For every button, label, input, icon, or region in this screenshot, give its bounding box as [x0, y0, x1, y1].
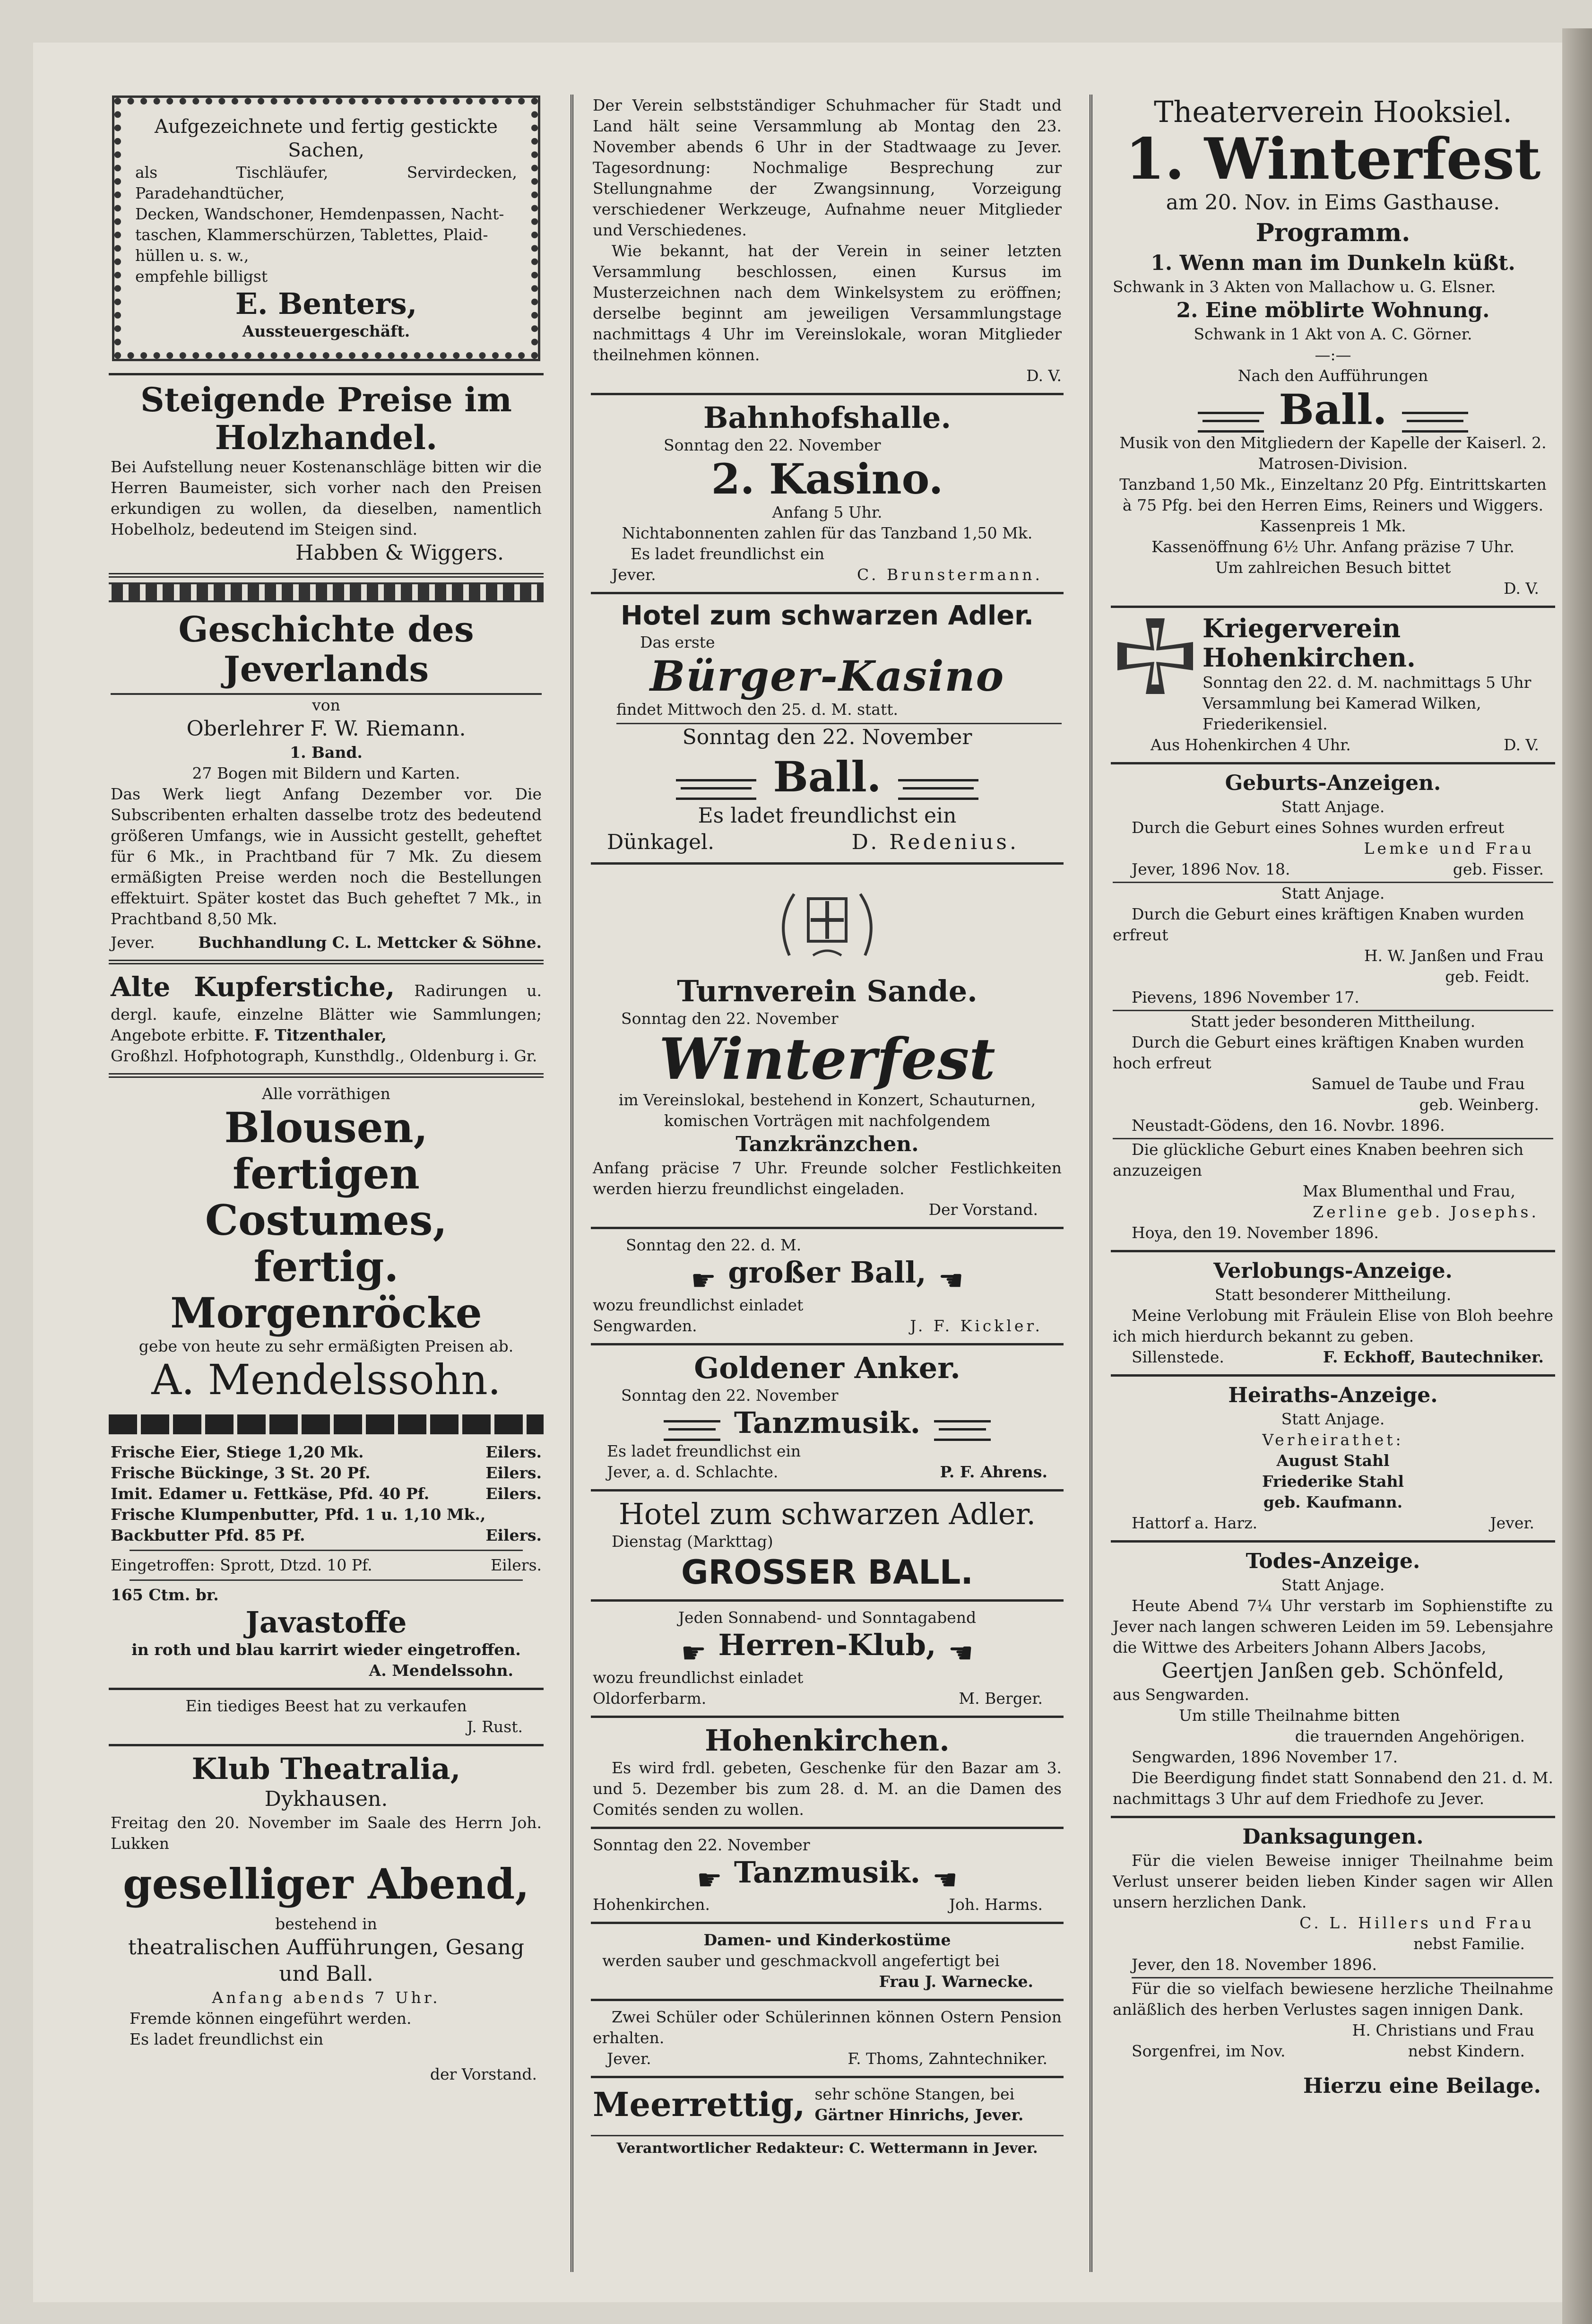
- sign-row: [111, 932, 542, 953]
- ornament-right: [934, 1420, 991, 1441]
- text-line: hüllen u. s. w.,: [135, 246, 249, 265]
- section-heading: Todes-Anzeige.: [1246, 1549, 1420, 1573]
- ad-kupferstiche: [109, 967, 544, 1078]
- ad-title: fertigen Costumes,: [205, 1149, 448, 1245]
- iron-cross-icon: [1113, 614, 1203, 735]
- ad-goldener-anker: [591, 1348, 1064, 1492]
- text-line: Zerline geb. Josephs.: [1313, 1203, 1539, 1221]
- event-title: Tanzmusik.: [734, 1855, 921, 1890]
- column-rule-2: [1090, 95, 1092, 2272]
- text-line: Statt besonderer Mittheilung.: [1214, 1285, 1452, 1304]
- ad-title: Steigende Preise im: [140, 380, 512, 419]
- ad-signature: M. Berger.: [959, 1689, 1043, 1708]
- ad-body: Für die so vielfach bewiesene herzliche Theilnahme anläßlich des herben Verlustes sagen innigen Dank.: [1113, 1979, 1553, 2019]
- seller: Eilers.: [491, 1556, 542, 1574]
- ornament-right: [898, 779, 978, 800]
- ornament-border: [109, 582, 544, 602]
- sign-row: [593, 1688, 1062, 1709]
- text-line: anzuzeigen: [1113, 1161, 1202, 1179]
- section-heading: Programm.: [1255, 218, 1410, 247]
- text-line: Sonntag den 22. d. M.: [626, 1236, 802, 1254]
- ad-theaterverein: [1111, 92, 1555, 608]
- event-title: 1. Winterfest: [1125, 126, 1541, 192]
- name: Friederike Stahl: [1262, 1472, 1404, 1491]
- pointing-hand-right-icon: ☛: [696, 1864, 722, 1897]
- ad-kickler: [591, 1232, 1064, 1345]
- ad-signature: J. F. Kickler.: [910, 1316, 1043, 1335]
- ad-signature: J. Rust.: [467, 1717, 523, 1736]
- text-line: 27 Bogen mit Bildern und Karten.: [192, 764, 460, 782]
- ad-schuhmacher: [591, 92, 1064, 395]
- text-line: Es ladet freundlichst ein: [698, 804, 957, 828]
- text-line: Sachen,: [288, 139, 364, 161]
- ad-signature: D. V.: [1504, 579, 1539, 598]
- divider: [130, 1579, 523, 1581]
- ad-body: Ein tiediges Beest hat zu verkaufen: [185, 1697, 467, 1715]
- text-line: findet Mittwoch den 25. d. M. statt.: [616, 699, 1062, 724]
- ad-meerrettig: [591, 2081, 1064, 2132]
- author: Oberlehrer F. W. Riemann.: [186, 717, 466, 741]
- ad-signature: D. Redenius.: [851, 830, 1019, 854]
- text-line: Max Blumenthal und Frau,: [1302, 1182, 1515, 1200]
- turnverein-emblem: [770, 875, 884, 970]
- text-line: Neustadt-Gödens, den 16. Novbr. 1896.: [1113, 1115, 1553, 1139]
- ad-signature: nebst Kindern.: [1408, 2042, 1525, 2060]
- text-line: geb. Weinberg.: [1419, 1095, 1539, 1114]
- text-line: Lemke und Frau: [1364, 839, 1534, 858]
- text-line: Dienstag (Markttag): [612, 1532, 773, 1551]
- sign-row: [1113, 859, 1553, 883]
- event-title: Ball.: [773, 752, 882, 801]
- text-line: Durch die Geburt eines kräftigen Knaben wurden: [1132, 1033, 1524, 1051]
- ad-rust: [109, 1693, 544, 1746]
- ad-title: Meerrettig,: [593, 2085, 805, 2124]
- ad-harms: [591, 1832, 1064, 1925]
- place: Dykhausen.: [264, 1787, 388, 1811]
- event-title: großer Ball,: [728, 1255, 926, 1290]
- pointing-hand-left-icon: ☚: [932, 1864, 958, 1897]
- ad-title: Holzhandel.: [215, 418, 438, 457]
- ad-heirat: [1111, 1379, 1555, 1543]
- name: August Stahl: [1276, 1451, 1390, 1470]
- text-line: Es ladet freundlichst ein: [607, 1442, 801, 1460]
- ad-eilers: [109, 1439, 544, 1690]
- text-line: Großhzl. Hofphotograph, Kunsthdlg., Oldenburg i. Gr.: [111, 1047, 537, 1065]
- text-line: Es ladet freundlichst ein: [631, 545, 825, 563]
- ball-line: [1113, 386, 1553, 433]
- section-heading: Danksagungen.: [1242, 1825, 1424, 1849]
- place: Oldorferbarm.: [593, 1689, 707, 1708]
- text-line: Statt Anjage.: [1281, 1410, 1385, 1428]
- pointing-hand-left-icon: ☚: [938, 1264, 964, 1297]
- ad-body: Zwei Schüler oder Schülerinnen können Ostern Pension erhalten.: [593, 2008, 1062, 2047]
- text-line: Jeden Sonnabend- und Sonntagabend: [678, 1608, 977, 1627]
- ad-signature: C. Brunstermann.: [857, 565, 1043, 584]
- section-heading: Heiraths-Anzeige.: [1228, 1383, 1438, 1407]
- ad-signature: Buchhandlung C. L. Mettcker & Söhne.: [198, 933, 542, 952]
- text-line: Samuel de Taube und Frau: [1311, 1075, 1525, 1093]
- ad-verlobung: [1111, 1255, 1555, 1377]
- column-1: [109, 92, 544, 2277]
- text-line: Um stille Theilnahme bitten: [1179, 1706, 1400, 1725]
- text-line: aus Sengwarden.: [1113, 1685, 1249, 1704]
- text-line: taschen, Klammerschürzen, Tablettes, Plaid-: [135, 225, 488, 244]
- text-line: Nach den Aufführungen: [1237, 366, 1428, 385]
- place: Jever.: [612, 565, 656, 584]
- price-row: [111, 1442, 542, 1463]
- place: Hattorf a. Harz.: [1132, 1514, 1258, 1532]
- ad-signature: A. Mendelssohn.: [369, 1661, 513, 1680]
- text-line: Durch die Geburt eines kräftigen Knaben wurden: [1132, 905, 1524, 923]
- text-line: Sonntag den 22. November: [664, 436, 881, 454]
- text-line: am 20. Nov. in Eims Gasthause.: [1166, 191, 1500, 215]
- text-line: Die glückliche Geburt eines Knaben beehren sich: [1132, 1140, 1524, 1159]
- text-line: Decken, Wandschoner, Hemdenpassen, Nacht-: [135, 205, 504, 223]
- sign-row: [593, 1462, 1062, 1483]
- meerrettig-row: [593, 2084, 1062, 2125]
- sign-row: [593, 829, 1062, 856]
- ad-title: fertig. Morgenröcke: [170, 1242, 482, 1337]
- ad-todes-anzeige: [1111, 1545, 1555, 1818]
- ad-benters: [109, 92, 544, 375]
- price-item: Backbutter Pfd. 85 Pf.: [111, 1526, 305, 1544]
- ornamental-frame: [114, 98, 538, 359]
- price-item: Frische Eier, Stiege 1,20 Mk.: [111, 1443, 364, 1461]
- ad-signature: Habben & Wiggers.: [295, 541, 504, 565]
- meerrettig-text: [814, 2084, 1023, 2125]
- ad-thoms: [591, 2004, 1064, 2078]
- price-row: [111, 1504, 542, 1525]
- ad-signature: Gärtner Hinrichs, Jever.: [814, 2106, 1024, 2124]
- text-line: 1. Band.: [290, 743, 363, 762]
- ad-body: Das Werk liegt Anfang Dezember vor. Die Subscribenten erhalten dasselbe trotz des bedeutend größeren Umfangs, wie in Aussicht gestellt, geheftet für 6 Mk., in Prachtband für 7 Mk. Zu diesem ermäßigten Preise werden noch die Bestellungen effektuirt. Später kostet das Buch geheftet 7 Mk., in Prachtband 8,50 Mk.: [111, 785, 542, 928]
- ad-signature: P. F. Ahrens.: [940, 1463, 1047, 1481]
- text-line: hoch erfreut: [1113, 1054, 1211, 1072]
- text-line: Jever, den 18. November 1896.: [1132, 1954, 1553, 1978]
- ad-kriegerverein: [1111, 611, 1555, 764]
- ad-signature: H. Christians und Frau: [1352, 2021, 1534, 2039]
- ad-body: sehr schöne Stangen, bei: [814, 2085, 1015, 2103]
- ad-title: Javastoffe: [245, 1605, 407, 1639]
- ad-bahnhofshalle: [591, 398, 1064, 594]
- text-line: als Tischläufer, Servirdecken, Paradehandtücher,: [135, 163, 517, 202]
- ad-title: Hotel zum schwarzen Adler.: [620, 600, 1034, 631]
- event-title: Ball.: [1279, 385, 1387, 434]
- pointing-hand-left-icon: ☚: [948, 1636, 974, 1670]
- ad-body: Sonntag den 22. d. M. nachmittags 5 Uhr Versammlung bei Kamerad Wilken, Friederikensiel.: [1203, 673, 1531, 733]
- ad-signature: Joh. Harms.: [949, 1895, 1043, 1914]
- text-line: Nichtabonnenten zahlen für das Tanzband 1,50 Mk.: [622, 524, 1033, 542]
- ad-hohenkirchen-bazar: [591, 1721, 1064, 1829]
- ad-body: werden sauber und geschmackvoll angefertigt bei: [602, 1951, 1000, 1970]
- ad-signature: C. L. Hillers und Frau: [1299, 1914, 1534, 1932]
- place: Sillenstede.: [1132, 1348, 1224, 1366]
- text-line: theatralischen Aufführungen, Gesang: [128, 1935, 525, 1960]
- price-row: [111, 1555, 542, 1576]
- text-line: Sengwarden, 1896 November 17.: [1132, 1748, 1398, 1766]
- text-line: Anfang 5 Uhr.: [772, 503, 883, 521]
- ad-warnecke: [591, 1927, 1064, 2001]
- text-line: erfreut: [1113, 926, 1168, 944]
- text-line: Das erste: [640, 633, 715, 651]
- price-item: Eingetroffen: Sprott, Dtzd. 10 Pf.: [111, 1556, 372, 1574]
- sign-row: [593, 1894, 1062, 1915]
- seller: Eilers.: [485, 1484, 542, 1503]
- text-line: bestehend in: [275, 1915, 377, 1933]
- text-line: Aus Hohenkirchen 4 Uhr.: [1151, 736, 1351, 754]
- price-item: Frische Klumpenbutter, Pfd. 1 u. 1,10 Mk.,: [111, 1505, 486, 1524]
- program-item: 1. Wenn man im Dunkeln küßt.: [1151, 251, 1515, 275]
- page-edge: [1562, 28, 1592, 2324]
- ball-line: [593, 1256, 1062, 1295]
- text-line: Statt jeder besonderen Mittheilung.: [1190, 1012, 1476, 1031]
- ornament-left: [1198, 412, 1264, 433]
- place: Sengwarden.: [593, 1316, 697, 1335]
- ad-title: Damen- und Kinderkostüme: [703, 1931, 951, 1949]
- text-line: Statt Anjage.: [1281, 1576, 1385, 1594]
- place: Hohenkirchen.: [593, 1895, 710, 1914]
- text-line: Verheirathet:: [1262, 1431, 1404, 1449]
- ad-signature: F. Titzenthaler,: [254, 1026, 387, 1044]
- ad-title: Geschichte des Jeverlands: [111, 610, 542, 695]
- sign-row: [1113, 735, 1553, 755]
- place: Dünkagel.: [607, 830, 715, 854]
- event-title: GROSSER BALL.: [681, 1553, 973, 1592]
- event-title: Winterfest: [659, 1026, 995, 1093]
- editor-footer: Verantwortlicher Redakteur: C. Wettermann in Jever.: [591, 2135, 1064, 2158]
- ad-signature: nebst Familie.: [1413, 1934, 1525, 1953]
- ad-herren-klub: [591, 1604, 1064, 1718]
- text-line: Anfang abends 7 Uhr.: [212, 1988, 441, 2007]
- ball-line: [593, 754, 1062, 800]
- place: Jever.: [1490, 1514, 1534, 1532]
- ad-body: Musik von den Mitgliedern der Kapelle der Kaiserl. 2. Matrosen-Division.: [1119, 434, 1547, 473]
- place: Jever.: [111, 933, 155, 952]
- text-line: Um zahlreichen Besuch bittet: [1215, 558, 1451, 577]
- ornament-right: [1402, 412, 1468, 433]
- event-title: Tanzmusik.: [734, 1405, 921, 1440]
- supplement-note: Hierzu eine Beilage.: [1303, 2074, 1541, 2098]
- ad-signature: Der Vorstand.: [928, 1200, 1038, 1219]
- text-line: Durch die Geburt eines Sohnes wurden erfreut: [1132, 818, 1505, 837]
- ad-body: Heute Abend 7¼ Uhr verstarb im Sophienstifte zu Jever nach langen schweren Leiden im 59. Lebensjahre die Wittwe des Arbeiters Johann Albers Jacobs,: [1113, 1596, 1553, 1656]
- text-line: geb. Feidt.: [1445, 967, 1530, 986]
- ad-title: Goldener Anker.: [694, 1350, 960, 1385]
- text-line: Fremde können eingeführt werden.: [130, 2009, 412, 2028]
- dance-line: [593, 1406, 1062, 1441]
- text-line: wozu freundlichst einladet: [593, 1668, 804, 1687]
- ad-body: Meine Verlobung mit Fräulein Elise von Bloh beehre ich mich hierdurch bekannt zu geben.: [1113, 1306, 1553, 1345]
- krieger-text: [1203, 614, 1553, 735]
- ad-klub-theatralia: [109, 1749, 544, 2091]
- ad-title: Kriegerverein Hohenkirchen.: [1203, 613, 1416, 673]
- text-line: die trauernden Angehörigen.: [1295, 1727, 1525, 1745]
- ad-grosser-ball: [591, 1494, 1064, 1602]
- sign-row: [1113, 1513, 1553, 1534]
- text-line: Sonntag den 22. November: [621, 1009, 839, 1028]
- text-line: Sonntag den 22. November: [593, 1835, 810, 1854]
- ornament-left: [664, 1420, 720, 1441]
- ad-title: Klub Theatralia,: [191, 1752, 461, 1786]
- ad-signature: A. Mendelssohn.: [151, 1355, 501, 1404]
- offer-line: empfehle billigst: [135, 267, 268, 286]
- club-line: [593, 1628, 1062, 1670]
- text-line: Sonntag den 22. November: [682, 725, 972, 749]
- price-row: [111, 1525, 542, 1546]
- ad-signature: F. Eckhoff, Bautechniker.: [1323, 1348, 1544, 1366]
- ad-body: Anfang präcise 7 Uhr. Freunde solcher Festlichkeiten werden hierzu freundlichst eingeladen.: [593, 1159, 1062, 1198]
- ad-buerger-kasino: [591, 597, 1064, 865]
- ad-signature: F. Thoms, Zahntechniker.: [848, 2049, 1047, 2068]
- text-line: geb. Fisser.: [1453, 860, 1544, 878]
- ad-signature: Frau J. Warnecke.: [879, 1972, 1033, 1991]
- name: Geertjen Janßen geb. Schönfeld,: [1161, 1659, 1505, 1683]
- divider: —:—: [1315, 346, 1351, 364]
- ad-body: Die Beerdigung findet statt Sonnabend den 21. d. M. nachmittags 3 Uhr auf dem Friedhofe zu Jever.: [1113, 1769, 1553, 1808]
- ad-title: Bahnhofshalle.: [703, 400, 952, 435]
- dance-line: [593, 1856, 1062, 1895]
- ad-holzhandel: [109, 378, 544, 578]
- section-heading: Verlobungs-Anzeige.: [1213, 1259, 1453, 1283]
- ad-title: Blousen,: [224, 1103, 428, 1152]
- event-title: geselliger Abend,: [123, 1859, 529, 1908]
- text-line: H. W. Janßen und Frau: [1364, 946, 1544, 965]
- column-3: [1111, 92, 1555, 2277]
- ad-body: Radirungen u. dergl. kaufe, einzelne Blätter wie Sammlungen; Angebote erbitte.: [111, 981, 542, 1044]
- text-line: Statt Anjage.: [1281, 884, 1385, 902]
- business-type: Aussteuergeschäft.: [242, 322, 410, 340]
- program-item: 2. Eine möblirte Wohnung.: [1176, 298, 1490, 322]
- pointing-hand-right-icon: ☛: [681, 1636, 707, 1670]
- seller: Eilers.: [485, 1526, 542, 1544]
- ad-title: Hohenkirchen.: [705, 1723, 950, 1758]
- text-line: in roth und blau karrirt wieder eingetroffen.: [131, 1640, 521, 1659]
- sign-row: [1113, 2041, 1553, 2062]
- black-border-bar: [109, 1414, 544, 1434]
- text-line: wozu freundlichst einladet: [593, 1295, 804, 1314]
- ad-title: Alte Kupferstiche,: [111, 971, 395, 1003]
- ad-title: Theaterverein Hooksiel.: [1154, 95, 1512, 129]
- ad-jeverland: [109, 607, 544, 964]
- sign-row: [593, 1316, 1062, 1336]
- text-line: Jever, 1896 Nov. 18.: [1132, 860, 1290, 878]
- krieger-row: [1113, 614, 1553, 735]
- text-line: Sonntag den 22. November: [621, 1386, 839, 1405]
- ad-blousen: [109, 1081, 544, 1410]
- ad-signature: D. V.: [1504, 736, 1539, 754]
- text-line: Hoya, den 19. November 1896.: [1132, 1223, 1379, 1242]
- seller: Eilers.: [485, 1464, 542, 1482]
- text-line: Schwank in 3 Akten von Mallachow u. G. Elsner.: [1113, 277, 1496, 296]
- text-line: Kassenpreis 1 Mk.: [1260, 517, 1406, 535]
- divider: [130, 1550, 523, 1551]
- text-line: Es ladet freundlichst ein: [130, 2030, 324, 2048]
- ad-body: Tanzband 1,50 Mk., Einzeltanz 20 Pfg. Eintrittskarten à 75 Pfg. bei den Herren Eims, Reiners und Wiggers.: [1119, 475, 1547, 514]
- text-line: Kassenöffnung 6½ Uhr. Anfang präzise 7 Uhr.: [1151, 538, 1514, 556]
- ad-body: Es wird frdl. gebeten, Geschenke für den Bazar am 3. und 5. Dezember bis zum 28. d. M. an die Damen des Comités senden zu wollen.: [593, 1758, 1062, 1819]
- ad-body: Für die vielen Beweise inniger Theilnahme beim Verlust unserer beiden lieben Kinder sagen wir Allen unsern herzlichen Dank.: [1113, 1851, 1553, 1911]
- ad-signature: D. V.: [1026, 366, 1062, 385]
- text-line: Schwank in 1 Akt von A. C. Görner.: [1194, 325, 1472, 343]
- event-title: 2. Kasino.: [711, 454, 943, 503]
- event-title: Herren-Klub,: [718, 1628, 936, 1662]
- text-line: Statt Anjage.: [1281, 798, 1385, 816]
- price-row: [111, 1463, 542, 1483]
- ad-geburts-anzeigen: [1111, 767, 1555, 1252]
- ad-title: Hotel zum schwarzen Adler.: [618, 1497, 1036, 1531]
- text-line: und Ball.: [279, 1962, 373, 1986]
- text-line: gebe von heute zu sehr ermäßigten Preisen ab.: [138, 1337, 514, 1355]
- name: geb. Kaufmann.: [1263, 1493, 1403, 1511]
- section-heading: Geburts-Anzeigen.: [1225, 771, 1441, 795]
- sign-row: [593, 564, 1062, 585]
- ad-body: Der Verein selbstständiger Schuhmacher für Stadt und Land hält seine Versammlung ab Montag den 23. November abends 6 Uhr in der Stadtwaage zu Jever. Tagesordnung: Nochmalige Besprechung zur Stellungnahme der Zwangsinnung, Vorzeigung verschiedener Werkzeuge, Aufnahme neuer Mitglieder und Verschiedenes.: [593, 96, 1062, 239]
- price-item: Frische Bückinge, 3 St. 20 Pf.: [111, 1464, 371, 1482]
- text-line: von: [312, 696, 340, 714]
- ad-title: Turnverein Sande.: [677, 974, 978, 1008]
- event-subtitle: Tanzkränzchen.: [735, 1132, 919, 1156]
- price-row: [111, 1483, 542, 1504]
- ad-signature: der Vorstand.: [430, 2065, 537, 2083]
- place: Jever, a. d. Schlachte.: [607, 1463, 779, 1481]
- text-line: Sorgenfrei, im Nov.: [1132, 2042, 1286, 2060]
- text-line: 165 Ctm. br.: [111, 1586, 219, 1604]
- sign-row: [1113, 1347, 1553, 1368]
- place: Jever.: [607, 2049, 651, 2068]
- event-title: Bürger-Kasino: [649, 651, 1005, 701]
- text-line: Alle vorräthigen: [262, 1084, 390, 1103]
- ad-danksagungen: [1111, 1821, 1555, 2068]
- sign-row: [593, 2048, 1062, 2069]
- advertiser-name: E. Benters,: [235, 286, 417, 321]
- ad-body: im Vereinslokal, bestehend in Konzert, Schauturnen, komischen Vorträgen mit nachfolgendem: [618, 1091, 1036, 1130]
- pointing-hand-right-icon: ☛: [691, 1264, 717, 1297]
- column-rule-1: [571, 95, 573, 2272]
- seller: Eilers.: [485, 1443, 542, 1461]
- price-item: Imit. Edamer u. Fettkäse, Pfd. 40 Pf.: [111, 1484, 430, 1503]
- ad-body: Bei Aufstellung neuer Kostenanschläge bitten wir die Herren Baumeister, sich vorher nach den Preisen erkundigen zu wollen, da dieselben, namentlich Hobelholz, bedeutend im Steigen sind.: [111, 458, 542, 538]
- ad-body: Wie bekannt, hat der Verein in seiner letzten Versammlung beschlossen, einen Kursus im Musterzeichnen nach dem Winkelsystem zu eröffnen; derselbe beginnt am jeweiligen Versammlungstage nachmittags 4 Uhr im Vereinslokale, woran Mitglieder theilnehmen können.: [593, 242, 1062, 364]
- column-2: [591, 92, 1064, 2277]
- text-line: Aufgezeichnete und fertig gestickte: [154, 116, 498, 138]
- ad-body: Freitag den 20. November im Saale des Herrn Joh. Lukken: [111, 1813, 542, 1853]
- ad-turnverein: [591, 867, 1064, 1229]
- ornament-left: [676, 779, 756, 800]
- text-line: Pievens, 1896 November 17.: [1113, 987, 1553, 1011]
